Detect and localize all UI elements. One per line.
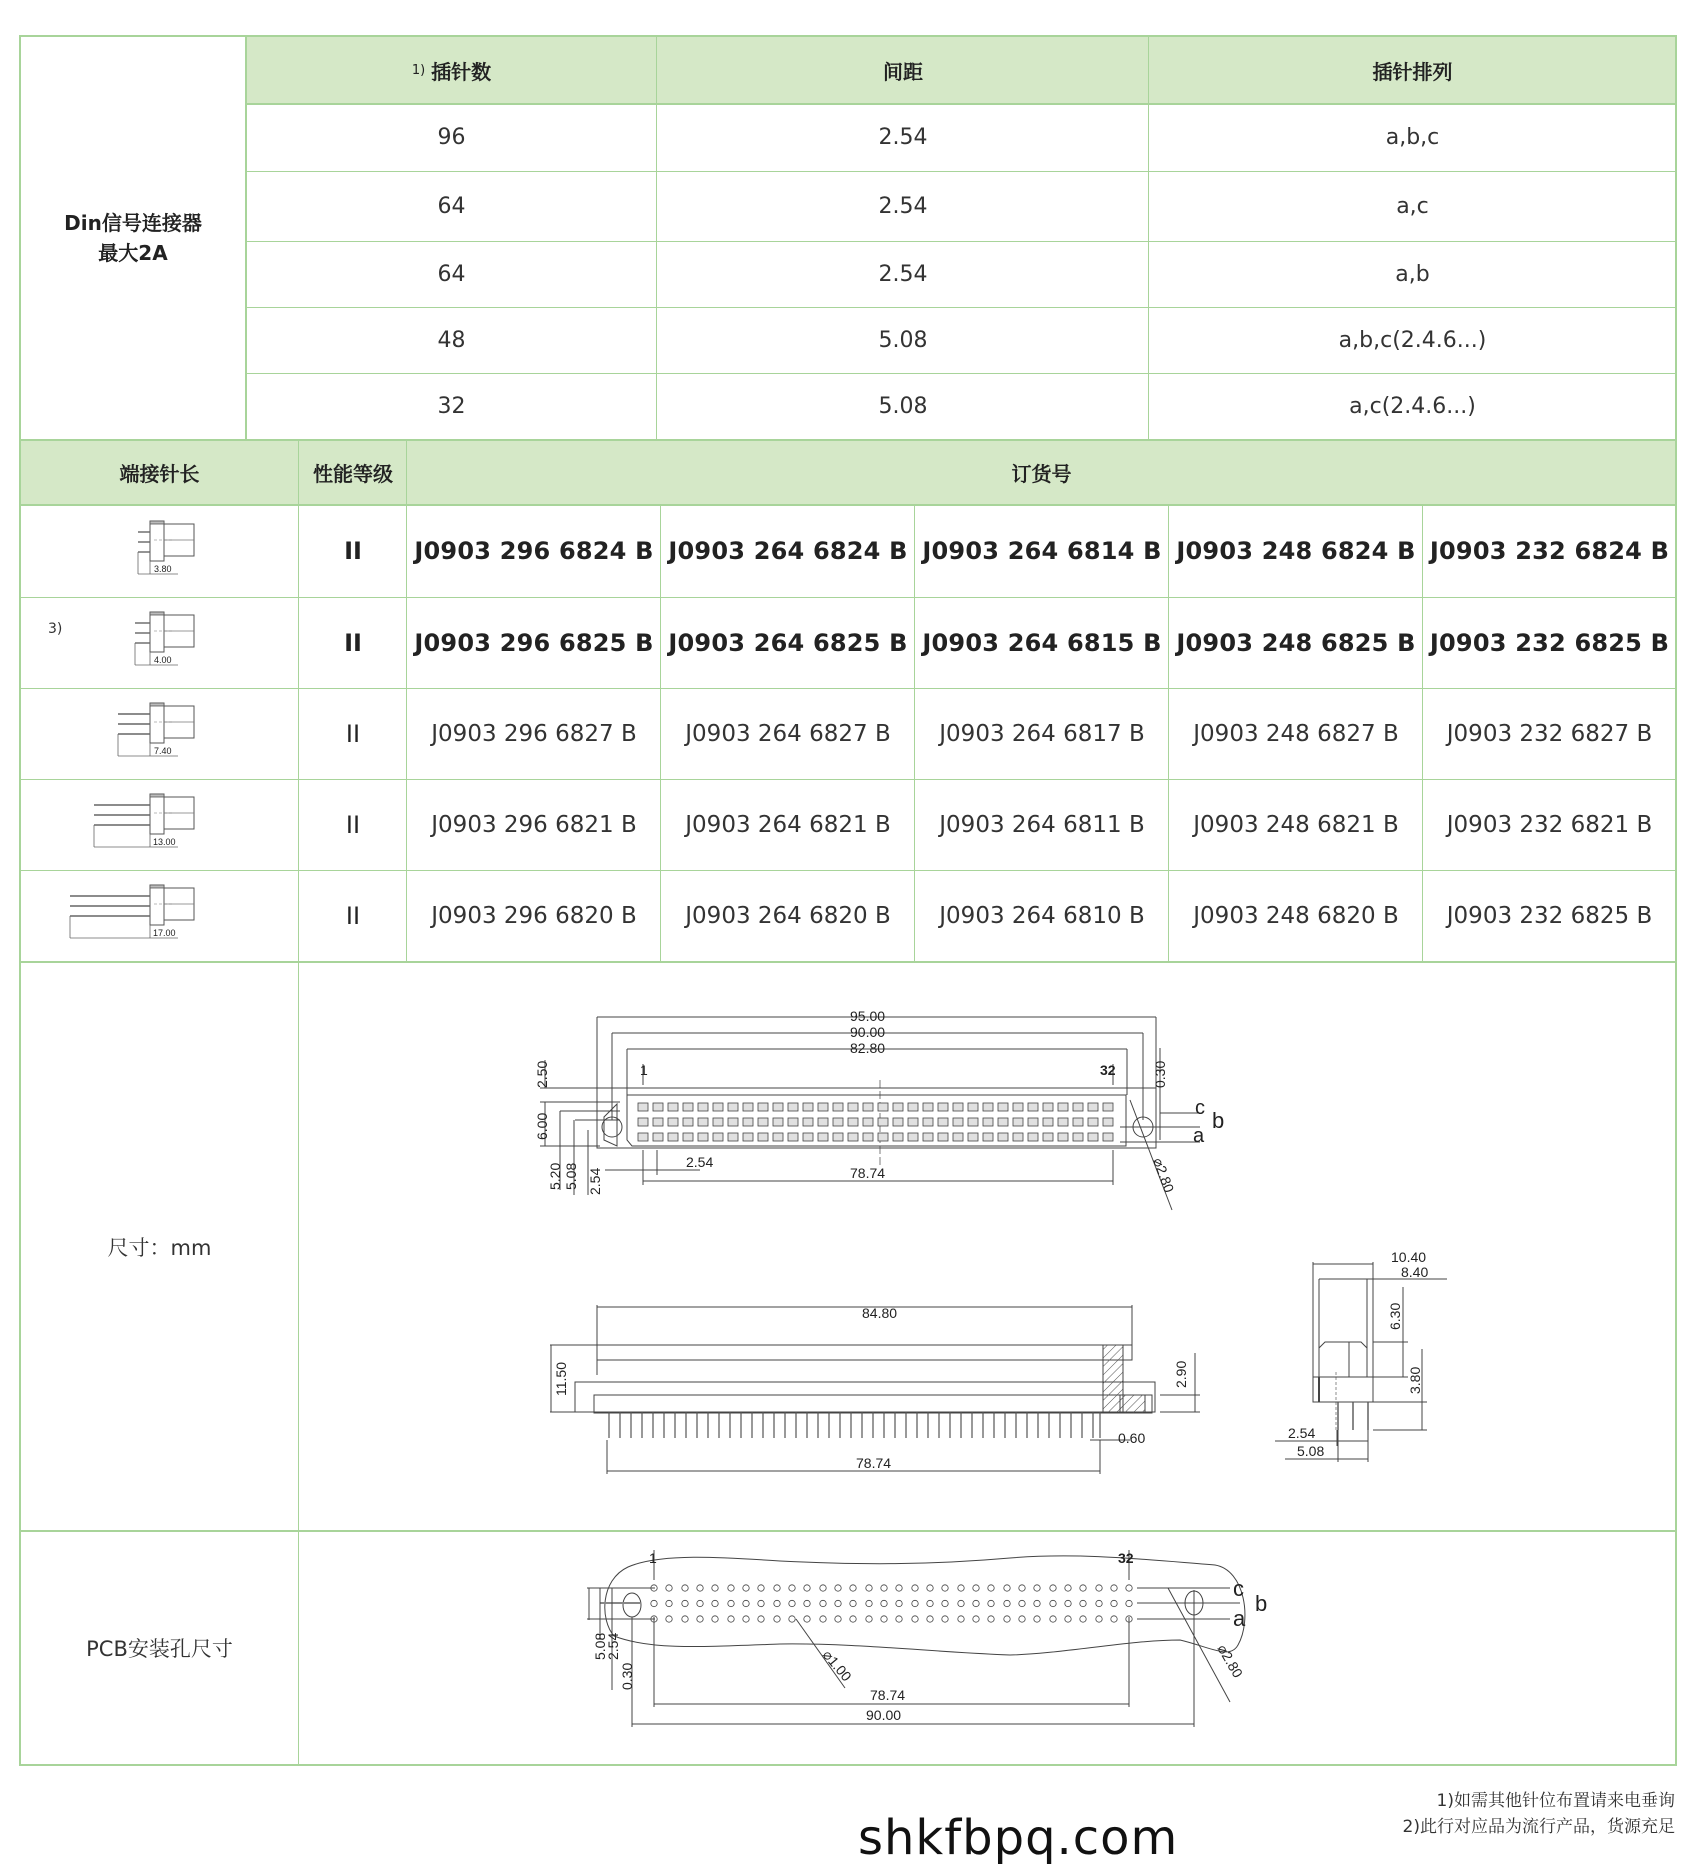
svg-text:95.00: 95.00 bbox=[850, 1008, 886, 1024]
svg-text:2.54: 2.54 bbox=[587, 1167, 603, 1195]
svg-text:17.00: 17.00 bbox=[153, 928, 176, 938]
order-number: J0903 232 6824 B bbox=[1429, 537, 1670, 565]
svg-text:90.00: 90.00 bbox=[866, 1707, 902, 1723]
svg-text:a: a bbox=[1193, 1125, 1205, 1147]
watermark: shkfbpq.com bbox=[858, 1810, 1179, 1866]
pin-length-diagram-row-4 bbox=[80, 791, 210, 857]
svg-text:78.74: 78.74 bbox=[850, 1165, 886, 1181]
order-number: J0903 264 6811 B bbox=[939, 811, 1145, 838]
pin-length-icon bbox=[110, 518, 210, 584]
svg-text:⌀1.00: ⌀1.00 bbox=[819, 1646, 855, 1685]
order-number: J0903 248 6821 B bbox=[1193, 811, 1399, 838]
svg-text:2.90: 2.90 bbox=[1173, 1360, 1189, 1388]
order-number: J0903 232 6825 B bbox=[1429, 628, 1670, 657]
pin-length-icon bbox=[110, 609, 210, 675]
svg-text:2.50: 2.50 bbox=[534, 1060, 550, 1088]
svg-text:⌀2.80: ⌀2.80 bbox=[1150, 1155, 1178, 1195]
pin-length-diagram-row-5 bbox=[60, 882, 210, 948]
grade-row-5: II bbox=[345, 902, 361, 930]
svg-text:13.00: 13.00 bbox=[153, 837, 176, 847]
front-view-drawing bbox=[520, 1000, 1240, 1230]
svg-text:b: b bbox=[1212, 1108, 1225, 1133]
spec-row-4-pitch: 5.08 bbox=[878, 327, 928, 353]
order-number: J0903 264 6821 B bbox=[685, 811, 891, 838]
order-number: J0903 248 6827 B bbox=[1193, 720, 1399, 747]
order-number: J0903 264 6824 B bbox=[668, 537, 908, 565]
svg-text:82.80: 82.80 bbox=[850, 1040, 886, 1056]
svg-text:8.40: 8.40 bbox=[1401, 1264, 1429, 1280]
svg-text:3.80: 3.80 bbox=[154, 564, 172, 574]
svg-text:32: 32 bbox=[1100, 1062, 1116, 1078]
order-number: J0903 296 6825 B bbox=[414, 628, 654, 657]
svg-text:0.30: 0.30 bbox=[1152, 1060, 1168, 1088]
order-number: J0903 248 6825 B bbox=[1176, 628, 1416, 657]
order-number: J0903 296 6821 B bbox=[431, 811, 637, 838]
svg-text:4.00: 4.00 bbox=[154, 655, 172, 665]
footnote-marker-row-2: 3) bbox=[48, 621, 63, 637]
header-pins: 1) 插针数 bbox=[246, 36, 657, 104]
footnote-1: 1)如需其他针位布置请来电垂询 bbox=[1436, 1791, 1675, 1811]
pcb-hole-grid bbox=[651, 1585, 1132, 1622]
pin-grid bbox=[638, 1103, 1113, 1141]
pin-length-diagram-row-2 bbox=[110, 609, 210, 675]
grade-row-4: II bbox=[345, 810, 361, 839]
svg-text:0.30: 0.30 bbox=[619, 1662, 635, 1690]
footnote-marker: 1) bbox=[411, 62, 426, 78]
header-terminal-length: 端接针长 bbox=[20, 440, 299, 505]
order-number: J0903 264 6814 B bbox=[922, 537, 1162, 565]
grade-row-3: II bbox=[345, 719, 361, 748]
pin-length-icon bbox=[60, 882, 210, 948]
order-number: J0903 264 6825 B bbox=[668, 628, 908, 657]
pcb-footprint-drawing bbox=[560, 1540, 1340, 1760]
pin-length-icon bbox=[80, 791, 210, 857]
svg-text:1: 1 bbox=[649, 1550, 657, 1566]
end-view-drawing bbox=[1270, 1245, 1450, 1475]
order-number: J0903 232 6827 B bbox=[1446, 720, 1653, 747]
svg-text:b: b bbox=[1255, 1591, 1268, 1616]
order-number: J0903 264 6817 B bbox=[939, 720, 1145, 747]
grade-row-1: II bbox=[344, 537, 362, 565]
order-number: J0903 264 6810 B bbox=[939, 903, 1145, 929]
header-performance-class: 性能等级 bbox=[299, 440, 407, 505]
order-number: J0903 264 6820 B bbox=[685, 903, 891, 929]
svg-text:90.00: 90.00 bbox=[850, 1024, 886, 1040]
svg-text:⌀2.80: ⌀2.80 bbox=[1214, 1641, 1247, 1681]
pin-length-icon bbox=[100, 700, 210, 766]
spec-row-1-pitch: 2.54 bbox=[878, 125, 928, 150]
order-number: J0903 248 6820 B bbox=[1193, 903, 1399, 929]
spec-row-4-arrangement: a,b,c(2.4.6...) bbox=[1338, 327, 1487, 353]
footnote-2: 2)此行对应品为流行产品，货源充足 bbox=[1402, 1817, 1675, 1837]
svg-text:c: c bbox=[1233, 1576, 1244, 1601]
svg-text:78.74: 78.74 bbox=[856, 1455, 892, 1471]
pin-length-diagram-row-3 bbox=[100, 700, 210, 766]
spec-row-5-pitch: 5.08 bbox=[878, 394, 928, 419]
order-number: J0903 248 6824 B bbox=[1176, 537, 1416, 565]
spec-row-1-arrangement: a,b,c bbox=[1385, 125, 1440, 150]
order-number: J0903 232 6825 B bbox=[1446, 903, 1653, 929]
order-number: J0903 296 6820 B bbox=[431, 903, 637, 929]
spec-row-5-pins: 32 bbox=[437, 394, 466, 419]
product-title: Din信号连接器 最大2A bbox=[64, 211, 202, 265]
header-pitch: 间距 bbox=[657, 36, 1149, 104]
spec-row-3-pins: 64 bbox=[437, 261, 466, 287]
svg-text:2.54: 2.54 bbox=[605, 1632, 621, 1660]
grade-row-2: II bbox=[344, 628, 362, 657]
svg-text:2.54: 2.54 bbox=[1288, 1425, 1316, 1441]
svg-text:11.50: 11.50 bbox=[553, 1362, 569, 1396]
svg-text:5.20: 5.20 bbox=[547, 1162, 563, 1190]
spec-row-1-pins: 96 bbox=[437, 125, 466, 150]
svg-text:78.74: 78.74 bbox=[870, 1687, 906, 1703]
pcb-label: PCB安装孔尺寸 bbox=[86, 1637, 233, 1661]
svg-text:5.08: 5.08 bbox=[592, 1632, 608, 1660]
pin-length-diagram-row-1 bbox=[110, 518, 210, 584]
spec-row-5-arrangement: a,c(2.4.6...) bbox=[1349, 394, 1476, 419]
svg-text:c: c bbox=[1195, 1097, 1205, 1119]
svg-text:32: 32 bbox=[1118, 1550, 1134, 1566]
svg-text:6.00: 6.00 bbox=[534, 1112, 550, 1140]
svg-text:10.40: 10.40 bbox=[1391, 1249, 1427, 1265]
svg-text:7.40: 7.40 bbox=[154, 746, 172, 756]
order-number: J0903 264 6827 B bbox=[685, 720, 891, 747]
header-arrangement: 插针排列 bbox=[1149, 36, 1676, 104]
svg-text:3.80: 3.80 bbox=[1407, 1366, 1423, 1394]
spec-row-4-pins: 48 bbox=[437, 327, 466, 353]
spec-row-2-arrangement: a,c bbox=[1396, 193, 1429, 219]
order-number: J0903 232 6821 B bbox=[1446, 811, 1653, 838]
svg-text:6.30: 6.30 bbox=[1387, 1302, 1403, 1330]
svg-text:2.54: 2.54 bbox=[686, 1154, 714, 1170]
order-number: J0903 296 6824 B bbox=[414, 537, 654, 565]
svg-text:84.80: 84.80 bbox=[862, 1305, 898, 1321]
side-section-drawing bbox=[520, 1290, 1240, 1490]
order-number: J0903 296 6827 B bbox=[431, 720, 637, 747]
svg-text:5.08: 5.08 bbox=[563, 1162, 579, 1190]
spec-row-2-pins: 64 bbox=[437, 193, 466, 219]
order-number: J0903 264 6815 B bbox=[922, 628, 1162, 657]
header-order-number: 订货号 bbox=[407, 440, 1676, 505]
pins bbox=[609, 1412, 1100, 1438]
dimensions-label: 尺寸：mm bbox=[107, 1235, 212, 1260]
svg-text:0.60: 0.60 bbox=[1118, 1430, 1146, 1446]
spec-row-3-pitch: 2.54 bbox=[878, 261, 928, 287]
svg-text:1: 1 bbox=[640, 1062, 648, 1078]
svg-text:5.08: 5.08 bbox=[1297, 1443, 1325, 1459]
spec-row-3-arrangement: a,b bbox=[1395, 261, 1430, 287]
spec-row-2-pitch: 2.54 bbox=[878, 193, 928, 219]
svg-text:a: a bbox=[1233, 1606, 1246, 1631]
